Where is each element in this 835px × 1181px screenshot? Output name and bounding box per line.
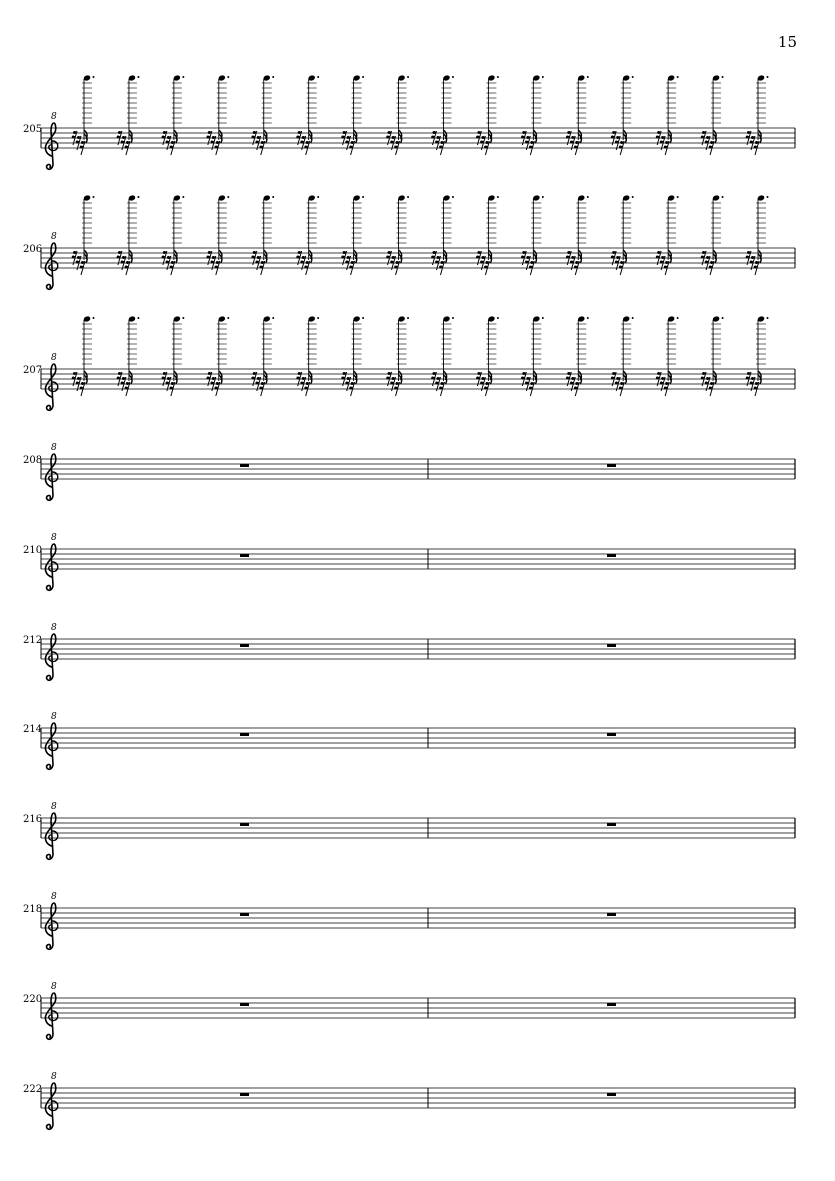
staff-system: [23, 623, 795, 680]
staff-system: [23, 194, 795, 289]
staff-system: [23, 982, 795, 1039]
whole-rest-icon: [240, 733, 249, 736]
octave-mark: 8: [51, 353, 57, 363]
octave-mark: 8: [51, 443, 57, 453]
whole-rest-icon: [607, 644, 616, 647]
treble-8va-clef-icon: [45, 802, 57, 859]
octave-mark: 8: [51, 112, 57, 122]
octave-mark: 8: [51, 533, 57, 543]
treble-8va-clef-icon: [45, 982, 57, 1039]
treble-8va-clef-icon: [45, 712, 57, 769]
whole-rest-icon: [607, 554, 616, 557]
whole-rest-icon: [607, 823, 616, 826]
measure-number: 207: [23, 365, 43, 376]
whole-rest-icon: [607, 733, 616, 736]
octave-mark: 8: [51, 232, 57, 242]
octave-mark: 8: [51, 712, 57, 722]
staff-system: [23, 533, 795, 590]
whole-rest-icon: [240, 644, 249, 647]
whole-rest-icon: [240, 554, 249, 557]
measure-number: 220: [23, 994, 43, 1005]
staff-system: [23, 892, 795, 949]
measure-number: 222: [23, 1084, 43, 1095]
staff-system: [23, 315, 795, 410]
octave-mark: 8: [51, 802, 57, 812]
measure-number: 210: [23, 545, 43, 556]
whole-rest-icon: [240, 913, 249, 916]
whole-rest-icon: [607, 464, 616, 467]
measure-number: 214: [23, 724, 43, 735]
whole-rest-icon: [240, 464, 249, 467]
measure-number: 212: [23, 635, 43, 646]
staff-system: [23, 443, 795, 500]
measure-number: 205: [23, 124, 43, 135]
measure-number: 206: [23, 244, 43, 255]
staff-system: [23, 802, 795, 859]
page-number: 15: [777, 33, 797, 51]
whole-rest-icon: [240, 823, 249, 826]
treble-8va-clef-icon: [45, 112, 57, 169]
treble-8va-clef-icon: [45, 623, 57, 680]
octave-mark: 8: [51, 1072, 57, 1082]
octave-mark: 8: [51, 892, 57, 902]
treble-8va-clef-icon: [45, 443, 57, 500]
whole-rest-icon: [607, 1003, 616, 1006]
treble-8va-clef-icon: [45, 533, 57, 590]
staff-system: [23, 1072, 795, 1129]
measure-number: 216: [23, 814, 43, 825]
whole-rest-icon: [607, 1093, 616, 1096]
octave-mark: 8: [51, 623, 57, 633]
whole-rest-icon: [607, 913, 616, 916]
octave-mark: 8: [51, 982, 57, 992]
treble-8va-clef-icon: [45, 232, 57, 289]
treble-8va-clef-icon: [45, 1072, 57, 1129]
whole-rest-icon: [240, 1003, 249, 1006]
whole-rest-icon: [240, 1093, 249, 1096]
treble-8va-clef-icon: [45, 892, 57, 949]
staff-system: [23, 712, 795, 769]
measure-number: 208: [23, 455, 43, 466]
measure-number: 218: [23, 904, 43, 915]
treble-8va-clef-icon: [45, 353, 57, 410]
staff-system: [23, 74, 795, 169]
